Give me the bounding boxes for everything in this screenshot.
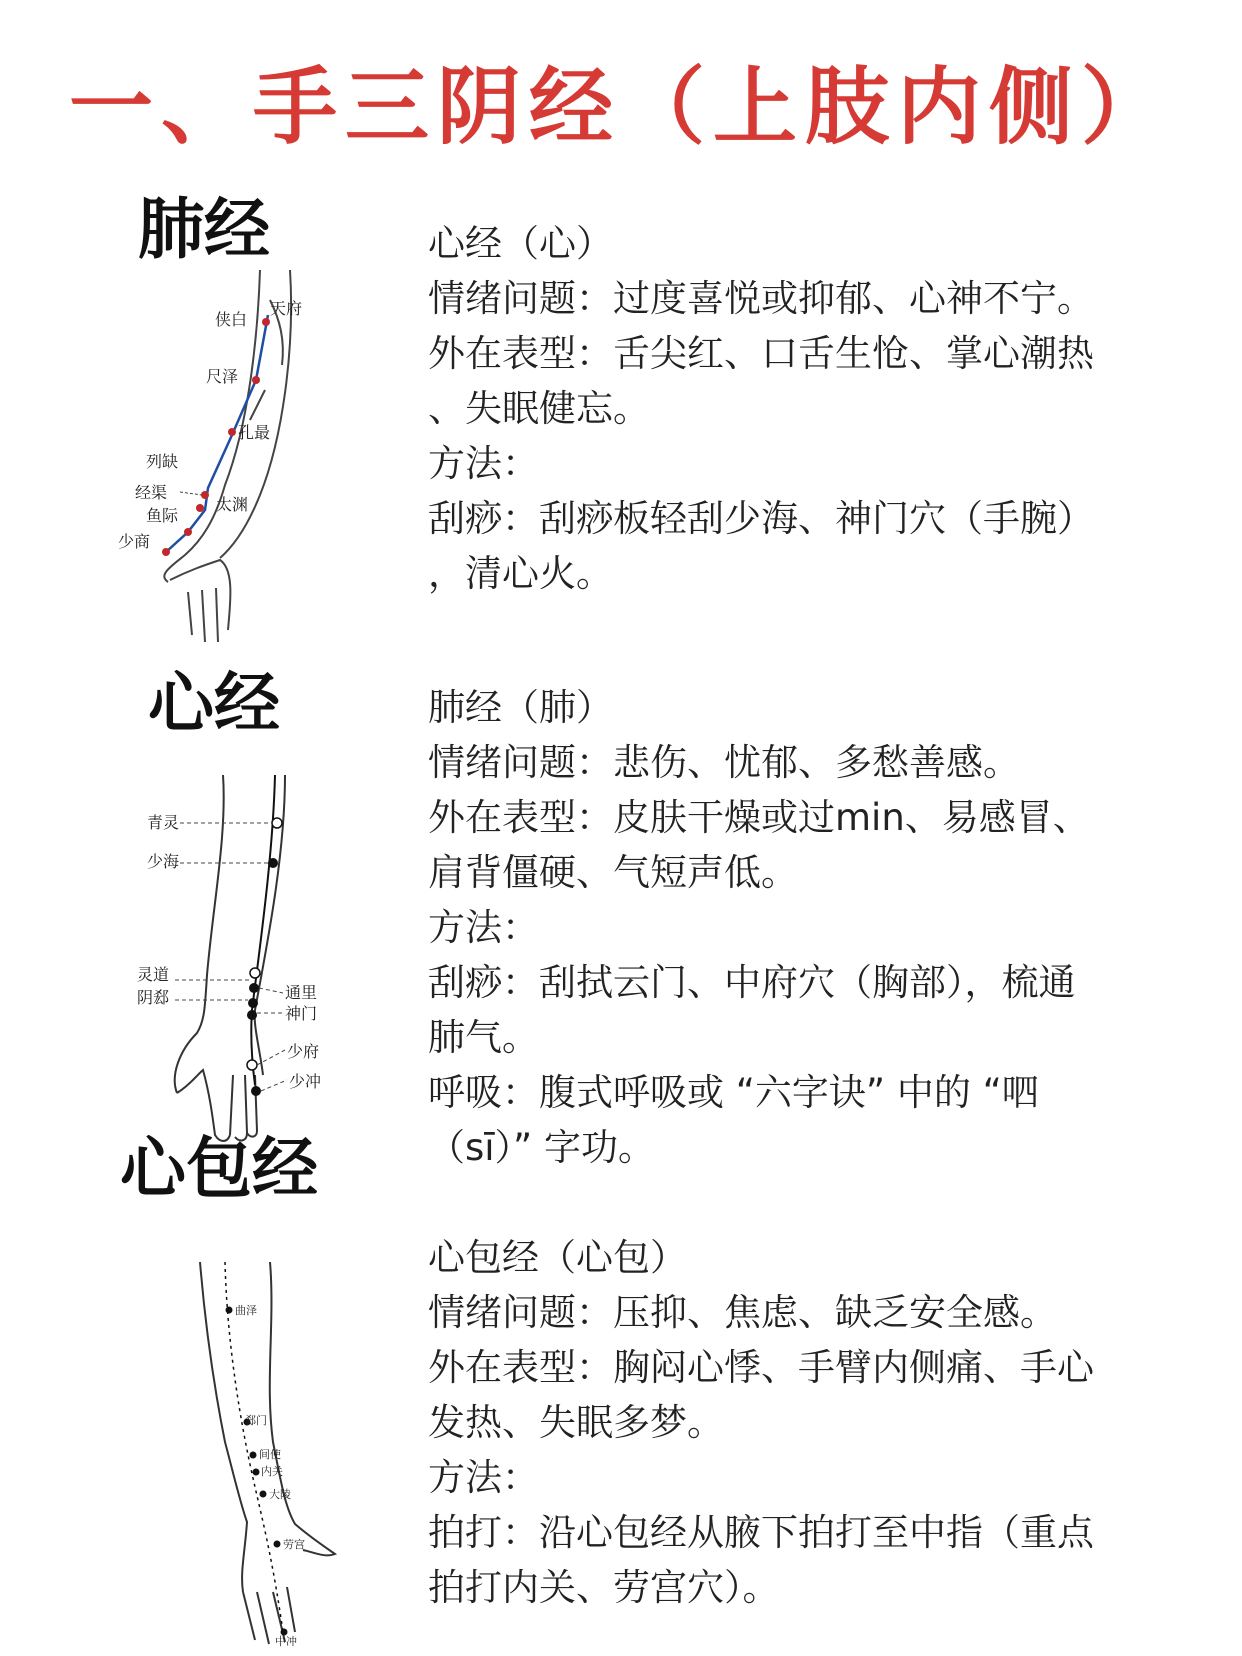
point-label: 郄门: [245, 1414, 267, 1427]
point-label: 尺泽: [206, 367, 239, 386]
heart-meridian-arm-diagram: [135, 775, 365, 1145]
point-label: 通里: [285, 983, 318, 1002]
section-heading: 心经（心）: [428, 222, 613, 265]
section-heading: 肺经（肺）: [428, 686, 613, 729]
section-line: 情绪问题：悲伤、忧郁、多愁善感。: [428, 741, 1020, 784]
section-line: 肩背僵硬、气短声低。: [428, 851, 798, 894]
point-label: 中冲: [275, 1635, 297, 1647]
pericardium-meridian-arm-diagram: [185, 1262, 365, 1647]
heart-meridian-section: [428, 216, 1228, 601]
section-line: 方法：: [428, 442, 539, 485]
lung-meridian-label: 肺经: [138, 190, 270, 268]
point-label: 神门: [285, 1004, 318, 1023]
section-line: （sī）” 字功。: [428, 1126, 655, 1169]
point-label: 天府: [270, 299, 303, 318]
lung-meridian-arm-diagram: [110, 270, 350, 650]
point-label: 青灵: [147, 813, 180, 832]
point-label: 孔最: [238, 423, 271, 442]
section-line: 拍打内关、劳宫穴）。: [428, 1566, 780, 1609]
section-line: 呼吸：腹式呼吸或 “六字诀” 中的 “呬: [428, 1071, 1039, 1114]
section-line: 发热、失眠多梦。: [428, 1401, 724, 1444]
section-line: 情绪问题：过度喜悦或抑郁、心神不宁。: [428, 277, 1094, 320]
section-line: 外在表型：皮肤干燥或过min、易感冒、: [428, 796, 1090, 839]
section-line: 外在表型：胸闷心悸、手臂内侧痛、手心: [428, 1346, 1094, 1389]
point-label: 曲泽: [235, 1304, 257, 1317]
point-label: 劳宫: [283, 1538, 305, 1551]
section-line: ，清心火。: [428, 552, 613, 595]
point-label: 大陵: [269, 1488, 291, 1501]
section-line: 刮痧：刮痧板轻刮少海、神门穴（手腕）: [428, 497, 1094, 540]
point-label: 侠白: [215, 310, 248, 329]
point-label: 列缺: [146, 452, 179, 471]
heart-meridian-label: 心经: [148, 664, 280, 742]
section-line: 方法：: [428, 1456, 539, 1499]
page-title: 一、手三阴经（上肢内侧）: [68, 57, 1173, 156]
section-line: 拍打：沿心包经从腋下拍打至中指（重点: [428, 1511, 1094, 1554]
section-line: 肺气。: [428, 1016, 539, 1059]
section-heading: 心包经（心包）: [428, 1236, 687, 1279]
lung-meridian-section: [428, 680, 1228, 1175]
point-label: 太渊: [216, 495, 249, 514]
point-label: 经渠: [135, 483, 168, 502]
section-line: 刮痧：刮拭云门、中府穴（胸部），梳通: [428, 961, 1076, 1004]
point-label: 少府: [287, 1042, 320, 1061]
section-line: 外在表型：舌尖红、口舌生怆、掌心潮热: [428, 332, 1094, 375]
point-label: 阴郄: [137, 988, 170, 1007]
point-label: 内关: [261, 1465, 283, 1478]
pericardium-meridian-label: 心包经: [120, 1129, 318, 1207]
point-label: 鱼际: [146, 506, 179, 525]
point-label: 少冲: [289, 1072, 322, 1091]
point-label: 灵道: [137, 965, 170, 984]
pericardium-meridian-section: [428, 1230, 1228, 1615]
section-line: 方法：: [428, 906, 539, 949]
section-line: 情绪问题：压抑、焦虑、缺乏安全感。: [428, 1291, 1057, 1334]
point-label: 少海: [147, 852, 180, 871]
point-label: 间使: [259, 1448, 281, 1461]
point-label: 少商: [118, 532, 151, 551]
section-line: 、失眠健忘。: [428, 387, 650, 430]
